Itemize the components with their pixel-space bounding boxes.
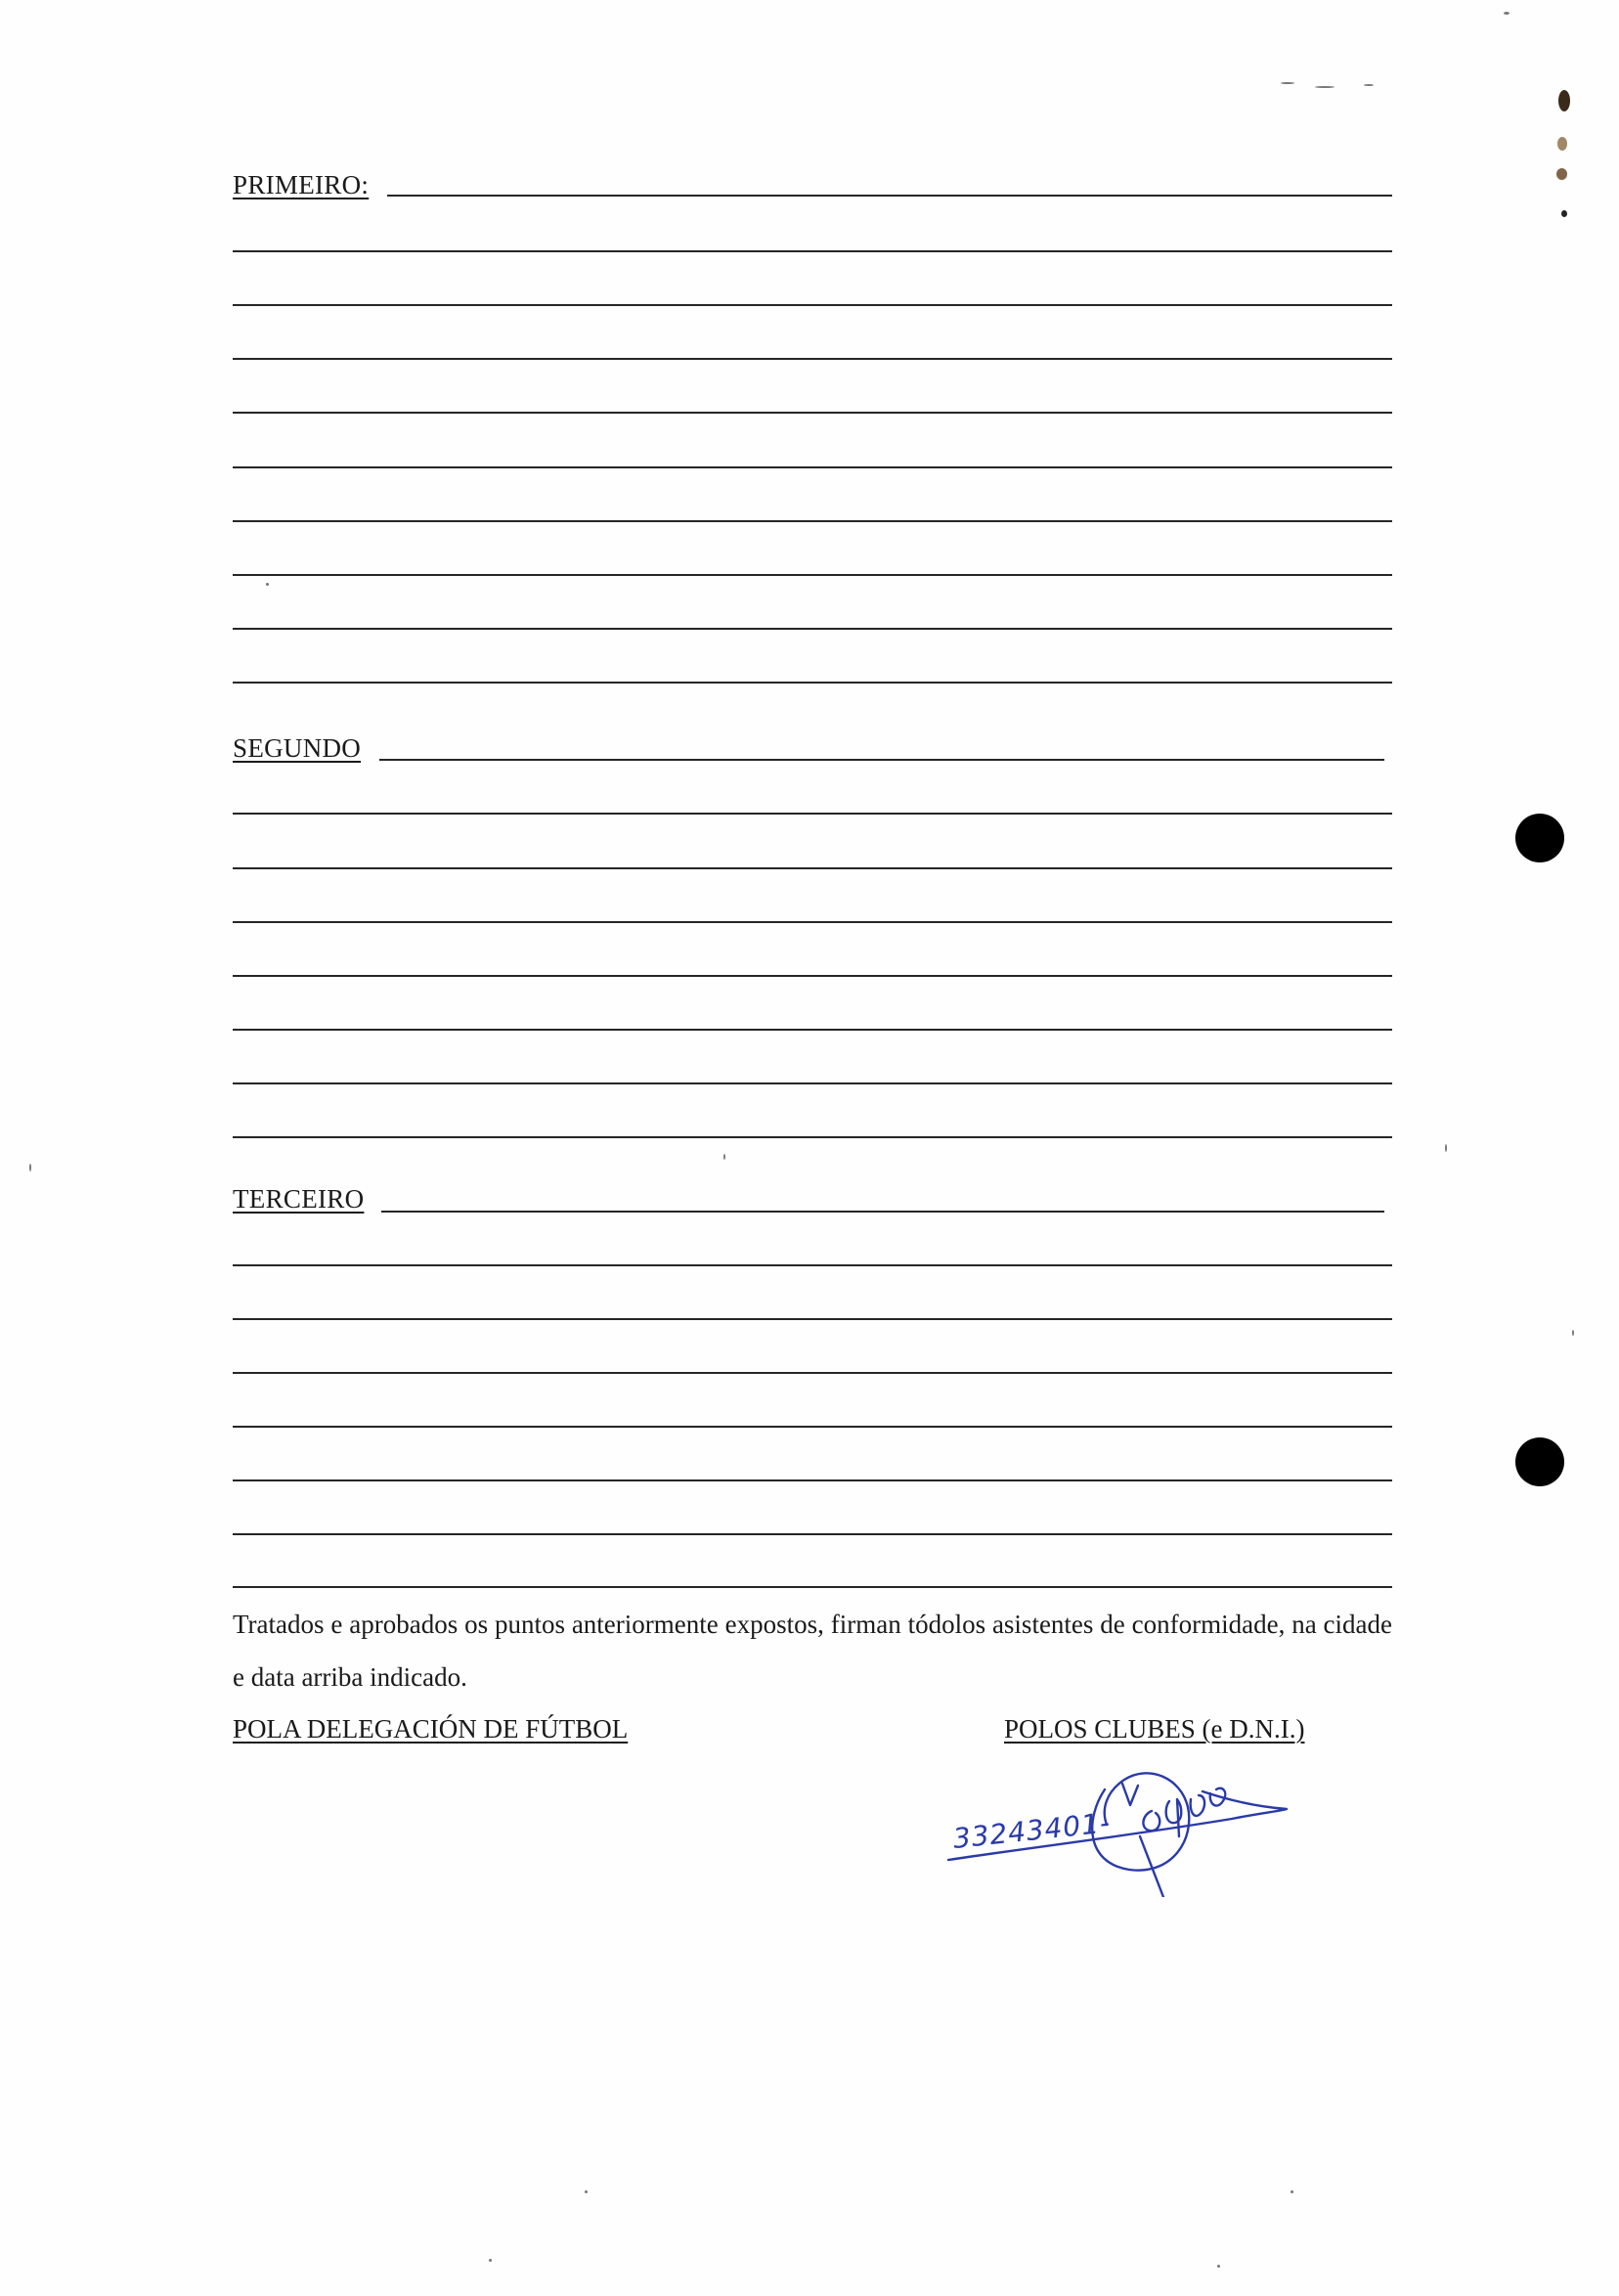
scan-speck (29, 1164, 31, 1171)
section-primeiro-line (233, 412, 1392, 414)
section-terceiro-label: TERCEIRO (233, 1184, 365, 1214)
section-terceiro-line (233, 1318, 1392, 1320)
section-primeiro-line (233, 466, 1392, 468)
handwritten-signature (939, 1750, 1300, 1897)
section-primeiro-line (233, 682, 1392, 684)
scan-speck (723, 1154, 725, 1160)
scan-speck (1281, 82, 1294, 84)
section-segundo-line (233, 1082, 1392, 1084)
rust-stain-mark (1557, 137, 1567, 151)
scan-speck (1504, 12, 1510, 15)
scan-speck (1445, 1144, 1447, 1152)
section-segundo-line (233, 813, 1392, 815)
section-terceiro-line (233, 1479, 1392, 1481)
section-primeiro-label: PRIMEIRO: (233, 170, 370, 199)
section-primeiro-line (233, 574, 1392, 576)
scan-speck (1364, 84, 1374, 86)
scan-speck (266, 583, 269, 586)
scan-speck (1217, 2265, 1220, 2268)
scan-speck (1572, 1330, 1574, 1336)
section-terceiro-line (233, 1264, 1392, 1266)
punch-hole-upper (1515, 814, 1564, 862)
section-segundo-line (233, 1029, 1392, 1031)
section-primeiro-line (233, 358, 1392, 360)
section-segundo-line (233, 921, 1392, 923)
punch-hole-lower (1515, 1437, 1564, 1486)
section-terceiro-line (233, 1586, 1392, 1588)
section-segundo-label: SEGUNDO (233, 733, 362, 763)
scan-speck (489, 2259, 492, 2262)
rust-stain-mark (1556, 168, 1567, 180)
section-primeiro-line (233, 628, 1392, 630)
section-terceiro-line (233, 1533, 1392, 1535)
signatory-clubs-label: POLOS CLUBES (e D.N.I.) (1004, 1714, 1305, 1744)
scan-speck (1291, 2190, 1293, 2193)
section-segundo-line (233, 975, 1392, 977)
rust-stain-mark (1561, 210, 1567, 217)
section-primeiro-line (233, 520, 1392, 522)
signatory-delegation-label: POLA DELEGACIÓN DE FÚTBOL (233, 1714, 629, 1744)
section-primeiro-line (233, 304, 1392, 306)
section-segundo-line (233, 1136, 1392, 1138)
section-terceiro-line (233, 1426, 1392, 1428)
section-primeiro-first-line (387, 195, 1392, 197)
section-segundo-first-line (379, 759, 1384, 761)
section-segundo-line (233, 867, 1392, 869)
section-terceiro-line (233, 1372, 1392, 1374)
section-terceiro-first-line (381, 1211, 1384, 1213)
handwritten-id-number: 33243401- (951, 1806, 1113, 1855)
scan-speck (1315, 86, 1335, 88)
scan-speck (585, 2190, 588, 2193)
section-primeiro-line (233, 250, 1392, 252)
staple-stain-mark (1558, 90, 1570, 111)
closing-paragraph: Tratados e aprobados os puntos anteriormente expostos, firman tódolos asistentes de conformidade, na cidade e data arriba indicado. (233, 1610, 1392, 1692)
